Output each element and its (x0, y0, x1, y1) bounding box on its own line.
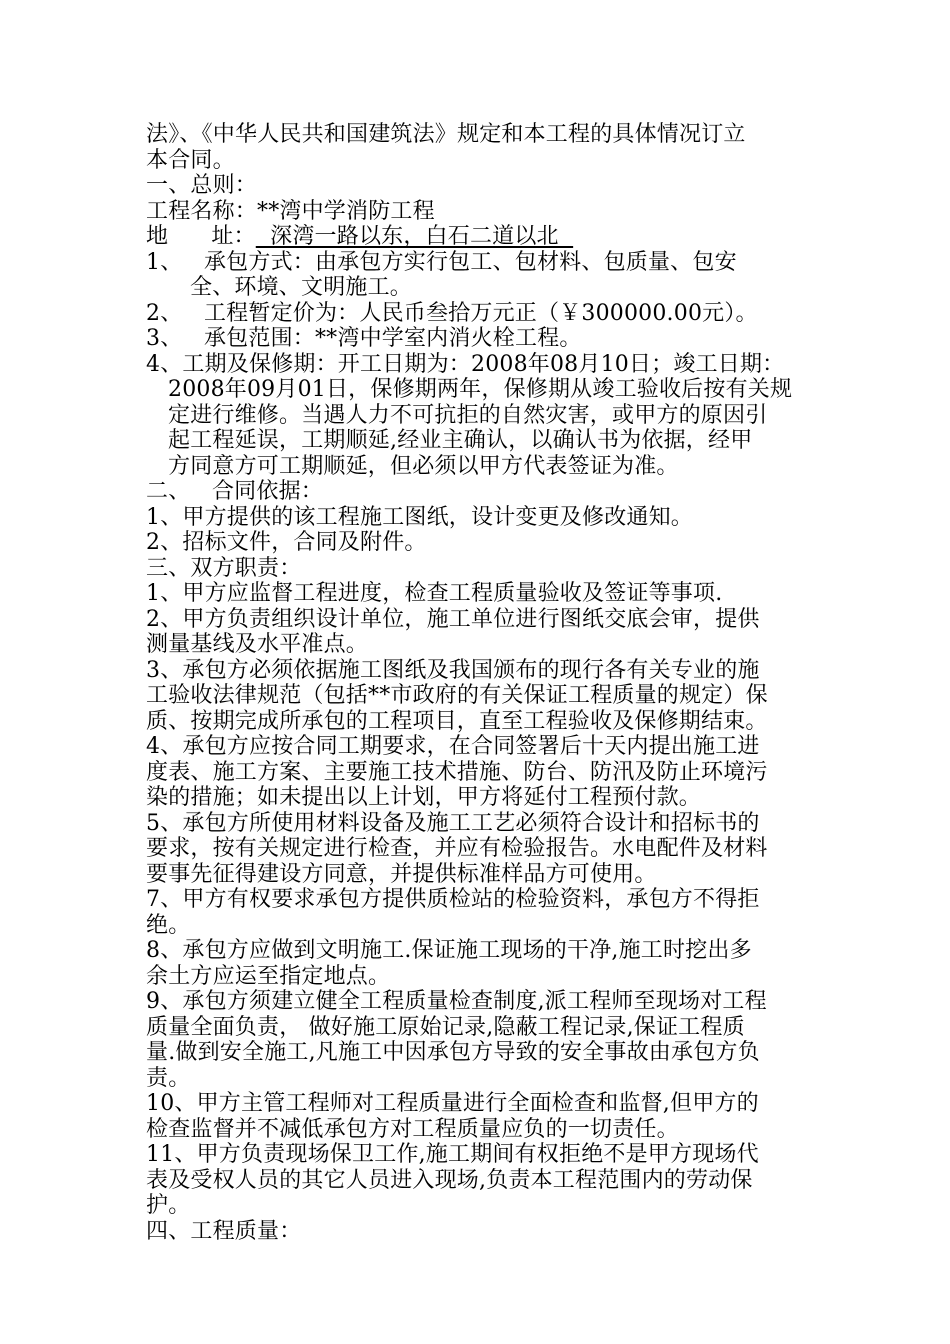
list-item-continuation: 责。 (146, 1065, 191, 1091)
list-item: 4、承包方应按合同工期要求，在合同签署后十天内提出施工进 (146, 734, 760, 759)
section-heading: 三、双方职责： (146, 555, 302, 581)
list-item: 5、承包方所使用材料设备及施工工艺必须符合设计和招标书的 (146, 810, 760, 836)
contract-body (146, 122, 826, 1244)
list-item-continuation: 测量基线及水平准点。 (146, 632, 369, 657)
list-item-continuation: 定进行维修。当遇人力不可抗拒的自然灾害，或甲方的原因引 (168, 402, 768, 428)
list-item: 8、承包方应做到文明施工.保证施工现场的干净,施工时挖出多 (146, 938, 752, 963)
section-heading: 一、总则： (146, 173, 258, 198)
address-line (146, 224, 826, 250)
list-item-continuation: 余土方应运至指定地点。 (146, 963, 391, 989)
list-item-continuation: 起工程延误，工期顺延,经业主确认，以确认书为依据，经甲 (168, 428, 753, 453)
list-item: 3、 承包范围：**湾中学室内消火栓工程。 (146, 326, 582, 351)
list-item-continuation: 质量全面负责， 做好施工原始记录,隐蔽工程记录,保证工程质 (146, 1014, 745, 1040)
section-heading: 四、工程质量： (146, 1218, 302, 1244)
list-item-continuation: 绝。 (146, 912, 191, 938)
list-item: 2、招标文件，合同及附件。 (146, 530, 427, 555)
list-item-continuation: 检查监督并不减低承包方对工程质量应负的一切责任。 (146, 1116, 679, 1142)
list-item-continuation: 要求，按有关规定进行检查，并应有检验报告。水电配件及材料 (146, 836, 768, 861)
list-item-continuation: 表及受权人员的其它人员进入现场,负责本工程范围内的劳动保 (146, 1167, 753, 1193)
list-item-continuation: 量.做到安全施工,凡施工中因承包方导致的安全事故由承包方负 (146, 1040, 760, 1065)
text-line: 本合同。 (146, 147, 235, 173)
list-item: 1、 承包方式：由承包方实行包工、包材料、包质量、包安 (146, 249, 737, 275)
list-item: 10、甲方主管工程师对工程质量进行全面检查和监督,但甲方的 (146, 1091, 759, 1116)
list-item-continuation: 全、环境、文明施工。 (190, 275, 413, 300)
list-item: 4、工期及保修期：开工日期为：2008年08月10日；竣工日期： (146, 351, 785, 377)
list-item: 9、承包方须建立健全工程质量检查制度,派工程师至现场对工程 (146, 989, 767, 1014)
address-value: 深湾一路以东，白石二道以北 (255, 224, 574, 249)
list-item: 2、 工程暂定价为：人民币叁拾万元正（￥300000.00元）。 (146, 300, 758, 326)
list-item-continuation: 度表、施工方案、主要施工技术措施、防台、防汛及防止环境污 (146, 759, 768, 785)
list-item: 2、甲方负责组织设计单位，施工单位进行图纸交底会审，提供 (146, 606, 760, 632)
text-line: 法》、《中华人民共和国建筑法》规定和本工程的具体情况订立 (146, 122, 746, 147)
list-item: 7、甲方有权要求承包方提供质检站的检验资料，承包方不得拒 (146, 887, 760, 912)
list-item-continuation: 2008年09月01日，保修期两年，保修期从竣工验收后按有关规 (168, 377, 793, 402)
list-item: 11、甲方负责现场保卫工作,施工期间有权拒绝不是甲方现场代 (146, 1142, 759, 1167)
list-item: 1、甲方提供的该工程施工图纸，设计变更及修改通知。 (146, 504, 693, 530)
list-item: 1、甲方应监督工程进度，检查工程质量验收及签证等事项. (146, 581, 723, 606)
list-item-continuation: 要事先征得建设方同意，并提供标准样品方可使用。 (146, 861, 657, 887)
project-name-line: 工程名称：**湾中学消防工程 (146, 198, 435, 224)
list-item-continuation: 方同意方可工期顺延，但必须以甲方代表签证为准。 (168, 453, 679, 479)
list-item-continuation: 质、按期完成所承包的工程项目，直至工程验收及保修期结束。 (146, 708, 768, 734)
list-item-continuation: 染的措施；如未提出以上计划，甲方将延付工程预付款。 (146, 785, 702, 810)
address-label: 地 址： (146, 224, 256, 249)
section-heading: 二、 合同依据： (146, 479, 323, 504)
list-item: 3、承包方必须依据施工图纸及我国颁布的现行各有关专业的施 (146, 657, 760, 683)
list-item-continuation: 工验收法律规范（包括**市政府的有关保证工程质量的规定）保 (146, 683, 768, 708)
list-item-continuation: 护。 (146, 1193, 191, 1218)
